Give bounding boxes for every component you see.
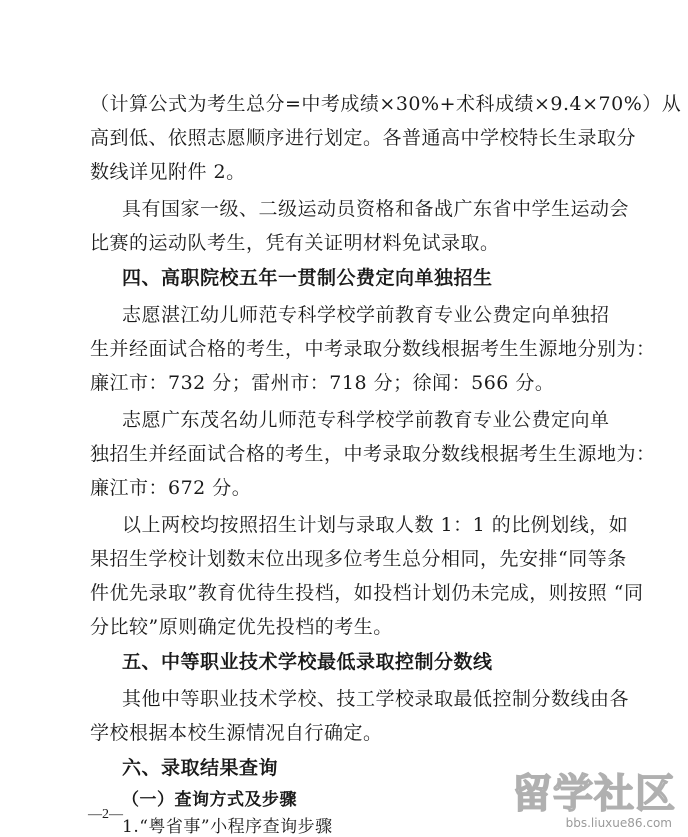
paragraph-zhanjiang-line: 廉江市：732 分；雷州市：718 分；徐闻：566 分。 xyxy=(90,372,555,394)
section-heading-6: 六、录取结果查询 xyxy=(122,757,279,779)
paragraph-formula-line: 高到低、依照志愿顺序进行划定。各普通高中学校特长生录取分 xyxy=(90,127,637,149)
paragraph-athlete-line: 具有国家一级、二级运动员资格和备战广东省中学生运动会 xyxy=(122,198,630,220)
subsection-heading: （一）查询方式及步骤 xyxy=(122,790,297,810)
paragraph-vocational-line: 学校根据本校生源情况自行确定。 xyxy=(90,722,383,744)
paragraph-ratio-line: 件优先录取”教育优待生投档，如投档计划仍未完成，则按照 “同 xyxy=(90,582,644,604)
paragraph-maoming-line: 志愿广东茂名幼儿师范专科学校学前教育专业公费定向单 xyxy=(122,409,610,431)
paragraph-formula-line: 数线详见附件 2。 xyxy=(90,161,246,183)
paragraph-ratio-line: 以上两校均按照招生计划与录取人数 1：1 的比例划线，如 xyxy=(122,514,629,536)
paragraph-formula-line: （计算公式为考生总分=中考成绩×30%+术科成绩×9.4×70%）从 xyxy=(90,93,682,115)
section-heading-5: 五、中等职业技术学校最低录取控制分数线 xyxy=(122,651,493,673)
paragraph-zhanjiang-line: 生并经面试合格的考生，中考录取分数线根据考生生源地分别为： xyxy=(90,338,656,360)
step-item: 1.“粤省事”小程序查询步骤 xyxy=(122,817,333,837)
watermark-logo: 留学社区 xyxy=(512,771,676,817)
paragraph-zhanjiang-line: 志愿湛江幼儿师范专科学校学前教育专业公费定向单独招 xyxy=(122,304,610,326)
paragraph-ratio-line: 果招生学校计划数末位出现多位考生总分相同，先安排“同等条 xyxy=(90,548,627,570)
paragraph-ratio-line: 分比较”原则确定优先投档的考生。 xyxy=(90,616,393,638)
paragraph-athlete-line: 比赛的运动队考生，凭有关证明材料免试录取。 xyxy=(90,232,500,254)
section-heading-4: 四、高职院校五年一贯制公费定向单独招生 xyxy=(122,267,493,289)
watermark-url: bbs.liuxue86.com xyxy=(565,816,672,830)
page-number: —2— xyxy=(88,807,123,822)
paragraph-maoming-line: 廉江市：672 分。 xyxy=(90,477,252,499)
paragraph-vocational-line: 其他中等职业技术学校、技工学校录取最低控制分数线由各 xyxy=(122,688,630,710)
watermark xyxy=(478,772,676,832)
paragraph-maoming-line: 独招生并经面试合格的考生，中考录取分数线根据考生生源地为： xyxy=(90,443,656,465)
